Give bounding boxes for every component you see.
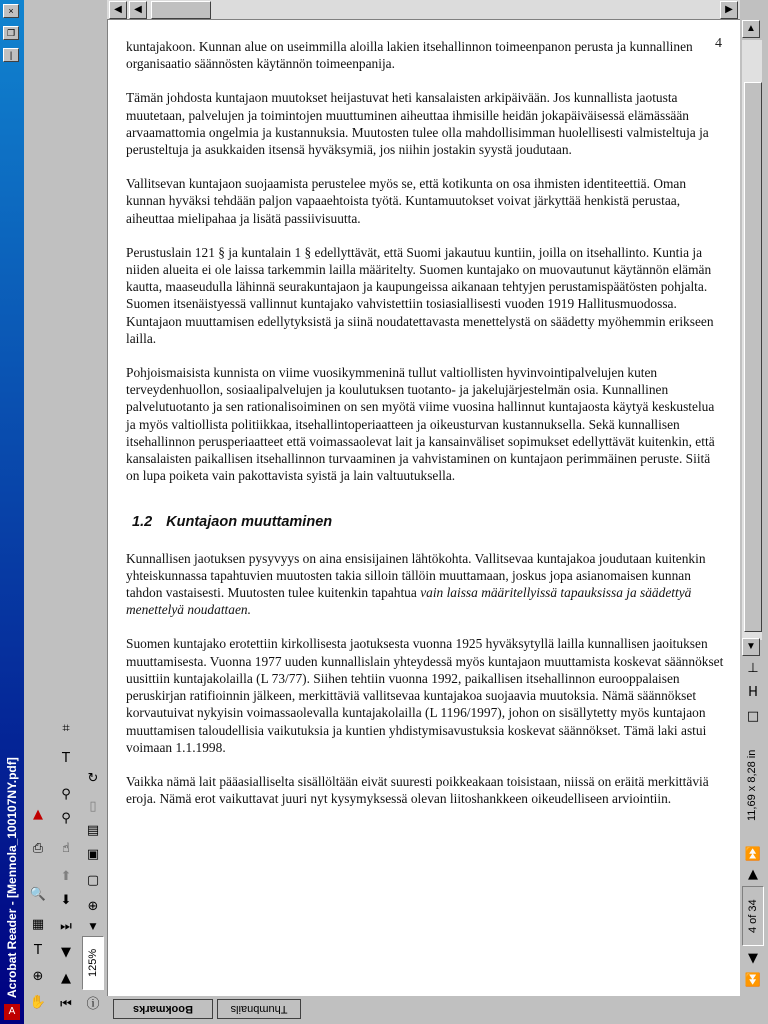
zoom-level-field[interactable] bbox=[82, 936, 104, 990]
paragraph: Vallitsevan kuntajaon suojaamista perustelee myös se, että kotikunta on osa ihmisten identiteettiä. Oman kunnan hyväksi tehdään paljon vapaaehtoista työtä. Kuntamuutokset voivat järkyttää henkistä perustaa, aiheuttaa mielipahaa ja lisätä passiivisuutta. bbox=[126, 176, 687, 226]
next-page-icon[interactable]: ▼ bbox=[61, 945, 71, 960]
rotate-icon[interactable]: ↻ bbox=[87, 771, 99, 786]
info-icon[interactable]: ⓘ bbox=[86, 997, 100, 1012]
fit-width-icon[interactable]: ▤ bbox=[86, 823, 100, 838]
navigation-tabs bbox=[107, 996, 740, 1024]
toolbar-primary bbox=[24, 0, 52, 1024]
page-layout-single-icon[interactable]: ⊥ bbox=[747, 661, 759, 676]
minimize-button[interactable]: | bbox=[3, 48, 19, 62]
scroll-left-button[interactable]: ◀ bbox=[109, 1, 127, 19]
page-indicator-field[interactable] bbox=[742, 886, 764, 946]
paragraph-italic-text: vain laissa määritellyissä tapauksissa ja säädettyä menettelyä noudattaen. bbox=[126, 585, 692, 618]
paragraph: Suomen kuntajako erotettiin kirkollisesta jaotuksesta vuonna 1925 hyväksytyllä lailla kunnallisen jaoituksen muuttamisesta. Vuonna 1977 uuden kunnallislain yhteydessä myös kuntajaon muuttamista koskevat säännökset uusittiin kuntajakolailla (L 73/77). Siihen tehtiin vuonna 1992, paikallisen itsehallinnon eurooppalaisen peruskirjan ratifioinnin jälkeen, merkittäviä vallitsevaa kuntajakoa suojaavia muutoksia. Nämä säännökset korvautuivat nykyisin voimassaolevalla kuntajakolailla (L 1196/1997), johon on sisällytetty myös kuntajaon muuttamisen taloudellisia vaikutuksia ja kuntien yhdistymisavustuksia koskevat säännökset. Tämä laki astui voimaan 1.1.1998. bbox=[126, 636, 724, 755]
vertical-scrollbar[interactable] bbox=[740, 0, 768, 1024]
scroll-left-step-button[interactable]: ◀ bbox=[129, 1, 147, 19]
zoom-in-icon[interactable]: ⊕ bbox=[87, 899, 99, 914]
paragraph: Perustuslain 121 § ja kuntalain 1 § edellyttävät, että Suomi jakautuu kuntiin, joilla on itsehallinto. Kuntia ja niiden alueita ei ole laissa tarkemmin lailla määritelty. Suomen kuntajako on muovautunut käytännön elämän kautta, maaseudulla lähinnä seurakuntajaon ja kaupungeissa aikanaan tehtyjen perustamispäätösten pohjalta. Suomen itsenäistyessä vallinnut kuntajako vahvistettiin tosiasiallisesti vuoden 1919 Hallitusmuodossa. Kuntajaon muuttamisen edellytyksistä ja siinä noudatettavasta menettelystä on säädetty myöhemmin erikseen lailla. bbox=[126, 244, 714, 346]
page-layout-facing-icon[interactable]: □ bbox=[746, 709, 760, 724]
tab-bookmarks[interactable]: Bookmarks bbox=[113, 999, 213, 1019]
zoom-dropdown-icon[interactable]: ▼ bbox=[89, 922, 97, 932]
paragraph: Tämän johdosta kuntajaon muutokset heijastuvat heti kansalaisten arkipäivään. Jos kunnallista jaotusta muutetaan, palvelujen ja toimintojen muuttuminen aiheuttaa ihmisille heidän jokapäiväisessä elämässään arvaamattomia ongelmia ja kustannuksia. Muutosten tulee olla mahdollisimman huolellisesti valmisteltuja ja perusteltuja ja asukkaiden itsensä hyväksymiä, jos niihin jostakin syystä joudutaan. bbox=[126, 90, 709, 158]
zoom-out-tool-icon[interactable]: ⚲ bbox=[61, 787, 71, 802]
paragraph: Vaikka nämä lait pääasialliselta sisällöltään eivät suuresti poikkeakaan toisistaan, niissä on eräitä merkittäviä eroja. Nämä erot vaikuttavat juuri nyt kysymyksessä olevan liitoshankkeen oikeudelliseen arviointiin. bbox=[126, 773, 709, 807]
close-button[interactable]: × bbox=[3, 4, 19, 18]
vertical-scroll-track[interactable] bbox=[742, 40, 762, 640]
print-icon[interactable]: ⎙ bbox=[32, 841, 44, 856]
actual-size-icon[interactable]: ▢ bbox=[86, 873, 100, 888]
scroll-right-button[interactable]: ▶ bbox=[720, 1, 738, 19]
fit-page-icon[interactable]: ▣ bbox=[86, 847, 100, 862]
page-layout-continuous-icon[interactable]: H bbox=[748, 685, 758, 700]
zoom-level-value: 125% bbox=[87, 948, 99, 978]
section-heading bbox=[132, 514, 726, 531]
window-title: Acrobat Reader - [Mennola_100107NY.pdf] bbox=[5, 757, 19, 998]
go-back-icon[interactable]: ⬇ bbox=[60, 893, 72, 908]
horizontal-scrollbar[interactable] bbox=[107, 0, 740, 20]
next-page-small-icon[interactable]: ▼ bbox=[748, 951, 758, 966]
last-page-icon[interactable]: ⏭ bbox=[60, 919, 72, 934]
page-number: 4 bbox=[715, 36, 722, 51]
hand-cursor-icon[interactable]: ☝ bbox=[62, 841, 70, 856]
toolbar-navigation bbox=[52, 0, 80, 1024]
text-tool-icon[interactable]: T bbox=[62, 751, 70, 766]
scroll-down-button[interactable]: ▼ bbox=[742, 638, 760, 656]
zoom-tool-icon[interactable]: ⚲ bbox=[61, 811, 71, 826]
acrobat-app-icon: A bbox=[4, 1004, 20, 1020]
acrobat-logo-icon: ▲ bbox=[33, 807, 43, 822]
crop-tool-icon[interactable]: ⌗ bbox=[62, 721, 70, 736]
vertical-scroll-thumb[interactable] bbox=[744, 82, 762, 632]
go-forward-icon[interactable]: ⬆ bbox=[60, 869, 72, 884]
document-content bbox=[126, 38, 726, 824]
page-indicator: 4 of 34 bbox=[747, 899, 759, 933]
scroll-up-button[interactable]: ▲ bbox=[742, 20, 760, 38]
page-size-readout: 11,69 x 8,28 in bbox=[746, 749, 758, 821]
graphics-select-icon[interactable]: ▦ bbox=[31, 917, 45, 932]
section-number: 1.2 bbox=[132, 514, 153, 531]
hand-tool-icon[interactable]: ✋ bbox=[29, 995, 47, 1010]
find-icon[interactable]: 🔍 bbox=[29, 887, 47, 902]
paragraph bbox=[126, 550, 726, 619]
text-select-icon[interactable]: T bbox=[34, 943, 42, 958]
paragraph-text: Kunnallisen jaotuksen pysyvyys on aina ensisijainen lähtökohta. Vallitsevaa kuntajakoa joudutaan kuitenkin yhteiskunnassa tapahtuvien muutosten takia silloin tällöin muuttamaan, joskus jopa asianomaisen kunnan tahdon vastaisesti. Muutosten tulee kuitenkin tapahtua bbox=[126, 550, 706, 601]
zoom-in-tool-icon[interactable]: ⊕ bbox=[32, 969, 44, 984]
first-page-icon[interactable]: ⏮ bbox=[60, 997, 72, 1012]
paragraph: Pohjoismaisista kunnista on viime vuosikymmeninä tullut valtiollisten hyvinvointipalvelujen kuten terveydenhuollon, sosiaalipalvelujen ja koulutuksen tuotanto- ja jakelujärjestelmän osia. Kunnallinen palvelutuotanto ja sen rationalisoiminen on sen myötä viime vuosina hallinnut kuntajaosta käytyä keskustelua ja myös valtiollista politiikkaa, itsehallintoperiaatteen ja oikeusturvan kustannuksella. Sekä kunnallisen itsehallinnon perusperiaatteet että voimassaolevat lait ja kansainväliset sopimukset edellyttävät kuitenkin, että kansalaisten paikallisen itsehallinnon turvaaminen ja vahvistaminen on kuntajaon perimmäinen peruste. Siitä on lupa poiketa vain pakottavista syistä ja lain valtuutuksella. bbox=[126, 365, 715, 484]
paragraph: kuntajakoon. Kunnan alue on useimmilla aloilla lakien itsehallinnon toimeenpanon perusta ja kunnallinen organisaatio säännösten käytännön toimeenpanija. bbox=[126, 39, 693, 72]
toolbar-view bbox=[80, 0, 107, 1024]
tab-thumbnails[interactable]: Thumbnails bbox=[217, 999, 301, 1019]
first-page-small-icon[interactable]: ⏫ bbox=[744, 847, 762, 862]
last-page-small-icon[interactable]: ⏬ bbox=[744, 973, 762, 988]
document-page[interactable] bbox=[107, 20, 740, 996]
previous-page-icon[interactable]: ▲ bbox=[61, 971, 71, 986]
restore-button[interactable]: ❐ bbox=[3, 26, 19, 40]
section-title: Kuntajaon muuttaminen bbox=[166, 514, 333, 531]
horizontal-scroll-thumb[interactable] bbox=[151, 1, 211, 19]
previous-page-small-icon[interactable]: ▲ bbox=[748, 867, 758, 882]
single-page-icon[interactable]: ▯ bbox=[89, 799, 97, 814]
title-bar[interactable] bbox=[0, 0, 24, 1024]
